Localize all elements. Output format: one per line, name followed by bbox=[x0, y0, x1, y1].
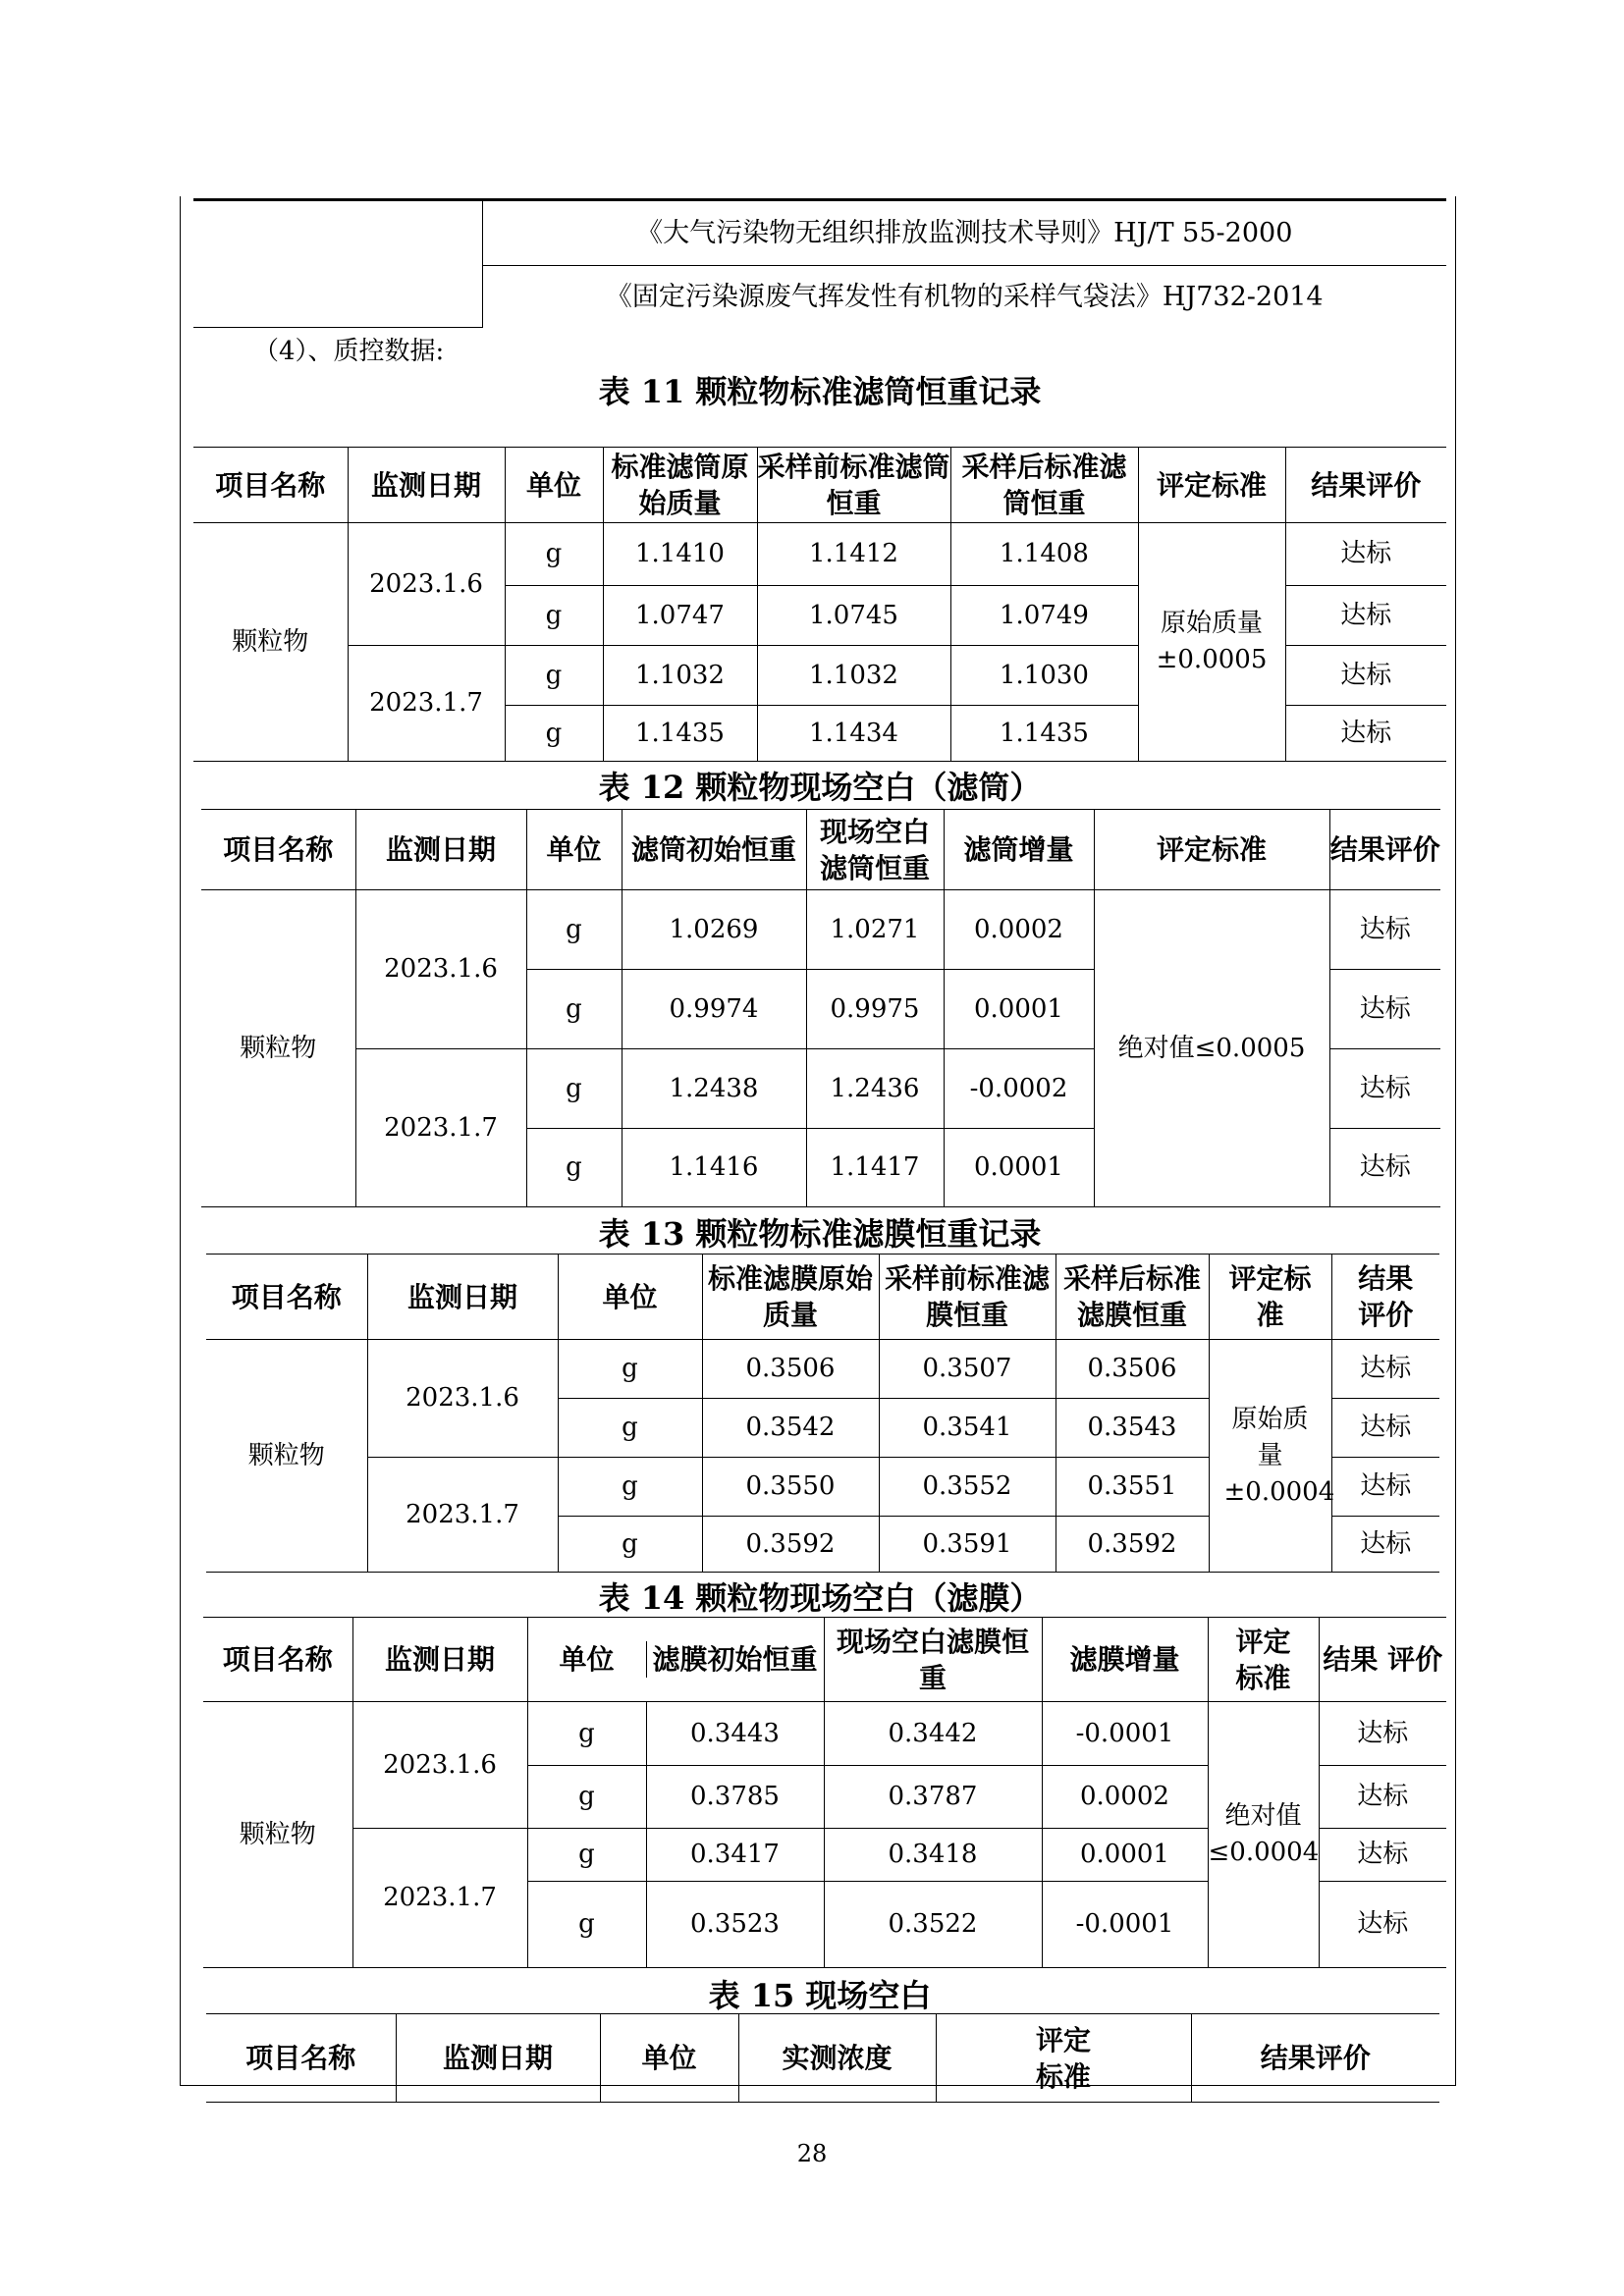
value-cell: 1.1032 bbox=[603, 646, 757, 706]
table-row bbox=[201, 890, 1440, 970]
unit-cell: g bbox=[526, 970, 622, 1049]
header-cell: 项目名称 bbox=[206, 1255, 367, 1340]
item-cell: 颗粒物 bbox=[201, 890, 355, 1207]
standards-table bbox=[193, 198, 1446, 328]
value-cell: 0.9974 bbox=[622, 970, 806, 1049]
unit-cell: g bbox=[528, 1702, 647, 1765]
result-cell: 达标 bbox=[1319, 1766, 1446, 1829]
value-cell: 0.3443 bbox=[690, 1718, 780, 1748]
item-cell: 颗粒物 bbox=[203, 1702, 352, 1968]
standards-blank-cell bbox=[193, 200, 482, 328]
item-cell: 颗粒物 bbox=[193, 523, 348, 762]
date-cell: 2023.1.7 bbox=[355, 1049, 526, 1207]
table-header-row bbox=[201, 810, 1440, 890]
value-cell: 1.1032 bbox=[757, 646, 950, 706]
value-cell: 0.3591 bbox=[879, 1517, 1056, 1573]
date-cell: 2023.1.6 bbox=[348, 523, 505, 646]
value-cell: -0.0002 bbox=[944, 1049, 1094, 1129]
result-cell: 达标 bbox=[1319, 1882, 1446, 1968]
header-cell: 监测日期 bbox=[396, 2014, 600, 2103]
unit-cell: g bbox=[558, 1399, 702, 1458]
table-row bbox=[203, 1702, 1446, 1766]
criterion-cell: 绝对值≤0.0005 bbox=[1094, 890, 1329, 1207]
value-cell: 0.0002 bbox=[944, 890, 1094, 970]
result-cell: 达标 bbox=[1331, 1458, 1439, 1517]
value-cell: 1.0269 bbox=[622, 890, 806, 970]
result-cell: 达标 bbox=[1329, 1049, 1440, 1129]
value-cell: 1.0747 bbox=[603, 586, 757, 646]
header-cell: 实测浓度 bbox=[738, 2014, 936, 2103]
unit-cell: g bbox=[505, 646, 603, 706]
result-cell: 达标 bbox=[1319, 1829, 1446, 1882]
table-header-row bbox=[193, 448, 1446, 523]
header-cell: 滤筒增量 bbox=[944, 810, 1094, 890]
value-cell: 0.3418 bbox=[824, 1829, 1042, 1882]
result-cell: 达标 bbox=[1329, 1129, 1440, 1207]
value-cell: 1.1408 bbox=[950, 523, 1138, 586]
standard-line: 《固定污染源废气挥发性有机物的采样气袋法》HJ732-2014 bbox=[482, 266, 1446, 328]
header-cell: 滤筒初始恒重 bbox=[622, 810, 806, 890]
header-cell: 标准滤筒原始质量 bbox=[603, 448, 757, 523]
value-cell: -0.0001 bbox=[1042, 1882, 1208, 1968]
item-cell: 颗粒物 bbox=[206, 1340, 367, 1573]
header-cell: 单位 bbox=[528, 1641, 647, 1678]
header-cell: 采样前标准滤膜恒重 bbox=[879, 1255, 1056, 1340]
value-cell: 0.3522 bbox=[824, 1882, 1042, 1968]
value-cell: 0.3523 bbox=[690, 1909, 780, 1939]
value-cell: 1.2438 bbox=[622, 1049, 806, 1129]
header-cell: 标准滤膜原始质量 bbox=[702, 1255, 879, 1340]
unit-value-cell bbox=[527, 1882, 824, 1968]
value-cell: 0.3550 bbox=[702, 1458, 879, 1517]
header-cell: 监测日期 bbox=[367, 1255, 558, 1340]
result-cell: 达标 bbox=[1285, 646, 1446, 706]
value-cell: 1.1435 bbox=[950, 706, 1138, 762]
value-cell: 0.9975 bbox=[806, 970, 944, 1049]
table-header-row bbox=[203, 1618, 1446, 1702]
value-cell: 1.1416 bbox=[622, 1129, 806, 1207]
unit-value-cell bbox=[527, 1702, 824, 1766]
header-cell: 评定标准 bbox=[936, 2014, 1191, 2103]
result-cell: 达标 bbox=[1285, 706, 1446, 762]
value-cell: 0.3785 bbox=[690, 1782, 780, 1811]
unit-value-cell bbox=[527, 1766, 824, 1829]
standard-line: 《大气污染物无组织排放监测技术导则》HJ/T 55-2000 bbox=[482, 200, 1446, 266]
header-cell: 项目名称 bbox=[201, 810, 355, 890]
header-cell: 评定标准 bbox=[1208, 1618, 1319, 1702]
value-cell: 1.0745 bbox=[757, 586, 950, 646]
value-cell: 0.3506 bbox=[1056, 1340, 1209, 1399]
value-cell: 0.0002 bbox=[1042, 1766, 1208, 1829]
header-cell: 评定标准 bbox=[1138, 448, 1285, 523]
value-cell: 1.0271 bbox=[806, 890, 944, 970]
value-cell: 1.0749 bbox=[950, 586, 1138, 646]
header-cell: 单位 bbox=[600, 2014, 738, 2103]
unit-cell: g bbox=[526, 890, 622, 970]
date-cell: 2023.1.7 bbox=[348, 646, 505, 762]
result-cell: 达标 bbox=[1285, 586, 1446, 646]
date-cell: 2023.1.7 bbox=[352, 1829, 527, 1968]
date-cell: 2023.1.6 bbox=[355, 890, 526, 1049]
unit-cell: g bbox=[558, 1458, 702, 1517]
table12 bbox=[201, 809, 1440, 1207]
value-cell: 0.0001 bbox=[944, 1129, 1094, 1207]
unit-cell: g bbox=[505, 523, 603, 586]
header-cell: 现场空白滤膜恒重 bbox=[824, 1618, 1042, 1702]
unit-cell: g bbox=[505, 706, 603, 762]
header-cell: 评定标准 bbox=[1209, 1255, 1331, 1340]
value-cell: 0.0001 bbox=[1042, 1829, 1208, 1882]
unit-cell: g bbox=[526, 1129, 622, 1207]
value-cell: 1.1030 bbox=[950, 646, 1138, 706]
header-cell: 采样后标准滤筒恒重 bbox=[950, 448, 1138, 523]
value-cell: 0.3541 bbox=[879, 1399, 1056, 1458]
header-cell: 单位 bbox=[526, 810, 622, 890]
header-cell: 采样前标准滤筒恒重 bbox=[757, 448, 950, 523]
header-cell: 采样后标准滤膜恒重 bbox=[1056, 1255, 1209, 1340]
value-cell: 0.3442 bbox=[824, 1702, 1042, 1766]
table13 bbox=[206, 1254, 1439, 1573]
page-number: 28 bbox=[796, 2140, 828, 2167]
criterion-cell: 绝对值≤0.0004 bbox=[1208, 1702, 1319, 1968]
qc-heading: （4）、质控数据: bbox=[253, 337, 445, 366]
unit-cell: g bbox=[558, 1340, 702, 1399]
header-cell: 结果评价 bbox=[1331, 1255, 1439, 1340]
table-header-row bbox=[206, 2014, 1439, 2103]
header-cell: 项目名称 bbox=[206, 2014, 396, 2103]
value-cell: -0.0001 bbox=[1042, 1702, 1208, 1766]
header-cell: 结果评价 bbox=[1329, 810, 1440, 890]
result-cell: 达标 bbox=[1329, 970, 1440, 1049]
value-cell: 1.1410 bbox=[603, 523, 757, 586]
table-header-row bbox=[206, 1255, 1439, 1340]
table12-title: 表 12 颗粒物现场空白（滤筒） bbox=[598, 769, 1042, 806]
table15 bbox=[206, 2013, 1439, 2103]
unit-cell: g bbox=[558, 1517, 702, 1573]
header-cell bbox=[527, 1618, 824, 1702]
header-cell: 项目名称 bbox=[203, 1618, 352, 1702]
header-cell: 项目名称 bbox=[193, 448, 348, 523]
header-cell: 单位 bbox=[558, 1255, 702, 1340]
unit-cell: g bbox=[505, 586, 603, 646]
header-cell: 滤膜增量 bbox=[1042, 1618, 1208, 1702]
header-cell: 监测日期 bbox=[348, 448, 505, 523]
value-cell: 0.3543 bbox=[1056, 1399, 1209, 1458]
date-cell: 2023.1.6 bbox=[367, 1340, 558, 1458]
header-cell: 现场空白滤筒恒重 bbox=[806, 810, 944, 890]
value-cell: 0.3787 bbox=[824, 1766, 1042, 1829]
header-cell: 结果评价 bbox=[1191, 2014, 1439, 2103]
header-cell: 监测日期 bbox=[352, 1618, 527, 1702]
value-cell: 1.1434 bbox=[757, 706, 950, 762]
table11 bbox=[193, 447, 1446, 762]
table-row bbox=[206, 1340, 1439, 1399]
result-cell: 达标 bbox=[1285, 523, 1446, 586]
table11-title: 表 11 颗粒物标准滤筒恒重记录 bbox=[598, 373, 1042, 410]
table15-title: 表 15 现场空白 bbox=[708, 1977, 932, 2014]
result-cell: 达标 bbox=[1331, 1517, 1439, 1573]
header-cell: 评定标准 bbox=[1094, 810, 1329, 890]
result-cell: 达标 bbox=[1331, 1340, 1439, 1399]
header-cell: 单位 bbox=[505, 448, 603, 523]
unit-cell: g bbox=[528, 1766, 647, 1828]
header-cell: 滤膜初始恒重 bbox=[652, 1643, 818, 1676]
value-cell: 1.1417 bbox=[806, 1129, 944, 1207]
value-cell: 0.0001 bbox=[944, 970, 1094, 1049]
value-cell: 0.3506 bbox=[702, 1340, 879, 1399]
value-cell: 1.1412 bbox=[757, 523, 950, 586]
header-cell: 结果 评价 bbox=[1319, 1618, 1446, 1702]
result-cell: 达标 bbox=[1319, 1702, 1446, 1766]
value-cell: 0.3542 bbox=[702, 1399, 879, 1458]
unit-cell: g bbox=[528, 1882, 647, 1967]
value-cell: 1.1435 bbox=[603, 706, 757, 762]
result-cell: 达标 bbox=[1329, 890, 1440, 970]
unit-value-cell bbox=[527, 1829, 824, 1882]
value-cell: 0.3592 bbox=[702, 1517, 879, 1573]
unit-cell: g bbox=[526, 1049, 622, 1129]
value-cell: 0.3417 bbox=[690, 1840, 780, 1869]
value-cell: 0.3551 bbox=[1056, 1458, 1209, 1517]
value-cell: 0.3507 bbox=[879, 1340, 1056, 1399]
header-cell: 结果评价 bbox=[1285, 448, 1446, 523]
header-cell: 监测日期 bbox=[355, 810, 526, 890]
criterion-cell: 原始质量±0.0005 bbox=[1138, 523, 1285, 762]
table-row bbox=[193, 523, 1446, 586]
date-cell: 2023.1.6 bbox=[352, 1702, 527, 1829]
unit-cell: g bbox=[528, 1829, 647, 1881]
value-cell: 1.2436 bbox=[806, 1049, 944, 1129]
table14 bbox=[203, 1617, 1446, 1968]
value-cell: 0.3592 bbox=[1056, 1517, 1209, 1573]
value-cell: 0.3552 bbox=[879, 1458, 1056, 1517]
date-cell: 2023.1.7 bbox=[367, 1458, 558, 1573]
result-cell: 达标 bbox=[1331, 1399, 1439, 1458]
criterion-cell: 原始质量±0.0004 bbox=[1209, 1340, 1331, 1573]
table13-title: 表 13 颗粒物标准滤膜恒重记录 bbox=[598, 1215, 1042, 1253]
table14-title: 表 14 颗粒物现场空白（滤膜） bbox=[598, 1579, 1042, 1617]
